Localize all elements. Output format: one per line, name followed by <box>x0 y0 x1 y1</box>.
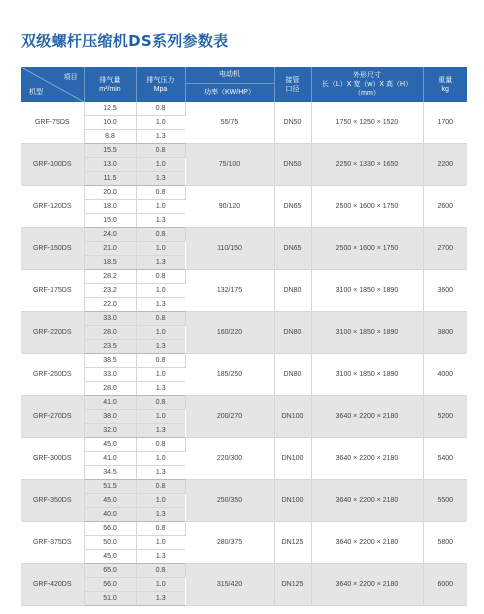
dimensions-cell: 3640 × 2200 × 2180 <box>311 396 423 438</box>
flow-cell: 45.0 <box>84 550 136 564</box>
weight-cell: 3800 <box>423 312 467 354</box>
table-row <box>21 396 467 410</box>
flow-cell: 32.0 <box>84 424 136 438</box>
pressure-cell: 1.3 <box>136 550 185 564</box>
pipe-cell: DN65 <box>274 186 311 228</box>
flow-cell: 12.5 <box>84 102 136 116</box>
header-model-label: 机型 <box>29 89 43 96</box>
pressure-cell: 1.3 <box>136 508 185 522</box>
pressure-cell: 0.8 <box>136 354 185 368</box>
header-pressure-label: 排气压力 <box>146 76 175 84</box>
power-cell: 90/120 <box>185 186 274 228</box>
pipe-cell: DN100 <box>274 396 311 438</box>
model-cell: GRF-250DS <box>21 354 84 396</box>
pressure-cell: 1.3 <box>136 424 185 438</box>
flow-cell: 15.0 <box>84 214 136 228</box>
model-cell: GRF-375DS <box>21 522 84 564</box>
flow-cell: 23.2 <box>84 284 136 298</box>
flow-cell: 41.0 <box>84 452 136 466</box>
power-cell: 185/250 <box>185 354 274 396</box>
dimensions-cell: 3100 × 1850 × 1890 <box>311 312 423 354</box>
header-pipe-label-2: 口径 <box>285 85 300 93</box>
model-cell: GRF-175DS <box>21 270 84 312</box>
dimensions-cell: 3640 × 2200 × 2180 <box>311 522 423 564</box>
pressure-cell: 1.3 <box>136 256 185 270</box>
flow-cell: 13.0 <box>84 158 136 172</box>
header-pressure <box>136 67 185 102</box>
flow-cell: 21.0 <box>84 242 136 256</box>
flow-cell: 38.0 <box>84 410 136 424</box>
header-motor-label: 电动机 <box>186 67 274 84</box>
header-motor <box>185 67 274 102</box>
dimensions-cell: 3640 × 2200 × 2180 <box>311 438 423 480</box>
pressure-cell: 1.0 <box>136 200 185 214</box>
header-motor-power: 功率（KW/HP） <box>204 89 255 96</box>
weight-cell: 2700 <box>423 228 467 270</box>
flow-cell: 22.0 <box>84 298 136 312</box>
pipe-cell: DN100 <box>274 438 311 480</box>
spec-table <box>21 67 467 606</box>
flow-cell: 33.0 <box>84 312 136 326</box>
dimensions-cell: 3640 × 2200 × 2180 <box>311 480 423 522</box>
header-pipe-label: 接管 <box>285 76 300 84</box>
flow-cell: 18.0 <box>84 200 136 214</box>
flow-cell: 51.0 <box>84 592 136 606</box>
pressure-cell: 1.3 <box>136 382 185 396</box>
weight-cell: 6000 <box>423 564 467 606</box>
weight-cell: 3600 <box>423 270 467 312</box>
pipe-cell: DN50 <box>274 144 311 186</box>
flow-cell: 56.0 <box>84 578 136 592</box>
pressure-cell: 1.0 <box>136 116 185 130</box>
pressure-cell: 0.8 <box>136 564 185 578</box>
dimensions-cell: 3100 × 1850 × 1890 <box>311 270 423 312</box>
table-row <box>21 312 467 326</box>
pressure-cell: 0.8 <box>136 522 185 536</box>
table-row <box>21 144 467 158</box>
table-row <box>21 564 467 578</box>
flow-cell: 65.0 <box>84 564 136 578</box>
header-flow-label: 排气量 <box>99 76 121 84</box>
pipe-cell: DN80 <box>274 312 311 354</box>
power-cell: 110/150 <box>185 228 274 270</box>
flow-cell: 45.0 <box>84 438 136 452</box>
flow-cell: 24.0 <box>84 228 136 242</box>
flow-cell: 20.0 <box>84 186 136 200</box>
pressure-cell: 1.0 <box>136 494 185 508</box>
header-dimensions <box>311 67 423 102</box>
flow-cell: 23.5 <box>84 340 136 354</box>
pressure-cell: 1.3 <box>136 298 185 312</box>
pressure-cell: 1.3 <box>136 466 185 480</box>
weight-cell: 5200 <box>423 396 467 438</box>
header-flow-unit: m³/min <box>99 85 121 93</box>
pressure-cell: 1.3 <box>136 592 185 606</box>
model-cell: GRF-120DS <box>21 186 84 228</box>
dimensions-cell: 3100 × 1850 × 1890 <box>311 354 423 396</box>
header-dimensions-label: 外形尺寸 <box>353 72 381 79</box>
pressure-cell: 0.8 <box>136 144 185 158</box>
header-corner-cell <box>21 67 84 102</box>
pressure-cell: 1.0 <box>136 242 185 256</box>
flow-cell: 41.0 <box>84 396 136 410</box>
flow-cell: 50.0 <box>84 536 136 550</box>
table-row <box>21 186 467 200</box>
dimensions-cell: 2500 × 1600 × 1750 <box>311 186 423 228</box>
header-dimensions-axes: 长（L）X 宽（w）X 高（H） <box>321 81 413 88</box>
power-cell: 160/220 <box>185 312 274 354</box>
flow-cell: 45.0 <box>84 494 136 508</box>
header-weight <box>423 67 467 102</box>
model-cell: GRF-100DS <box>21 144 84 186</box>
flow-cell: 33.0 <box>84 368 136 382</box>
table-row <box>21 228 467 242</box>
pipe-cell: DN80 <box>274 354 311 396</box>
weight-cell: 2600 <box>423 186 467 228</box>
pipe-cell: DN125 <box>274 522 311 564</box>
table-row <box>21 270 467 284</box>
model-cell: GRF-150DS <box>21 228 84 270</box>
header-weight-label: 重量 <box>438 76 453 84</box>
pressure-cell: 0.8 <box>136 396 185 410</box>
pressure-cell: 1.3 <box>136 130 185 144</box>
pressure-cell: 1.0 <box>136 368 185 382</box>
dimensions-cell: 1750 × 1250 × 1520 <box>311 102 423 144</box>
flow-cell: 56.0 <box>84 522 136 536</box>
header-item-label: 项目 <box>63 74 78 81</box>
flow-cell: 28.0 <box>84 382 136 396</box>
flow-cell: 40.0 <box>84 508 136 522</box>
page-title: 双级螺杆压缩机DS系列参数表 <box>21 32 229 50</box>
model-cell: GRF-220DS <box>21 312 84 354</box>
dimensions-cell: 2250 × 1330 × 1650 <box>311 144 423 186</box>
pressure-cell: 0.8 <box>136 438 185 452</box>
power-cell: 280/375 <box>185 522 274 564</box>
pipe-cell: DN80 <box>274 270 311 312</box>
flow-cell: 8.8 <box>84 130 136 144</box>
table-row <box>21 522 467 536</box>
flow-cell: 28.0 <box>84 326 136 340</box>
dimensions-cell: 3640 × 2200 × 2180 <box>311 564 423 606</box>
pipe-cell: DN100 <box>274 480 311 522</box>
pressure-cell: 0.8 <box>136 312 185 326</box>
pressure-cell: 1.0 <box>136 284 185 298</box>
weight-cell: 5400 <box>423 438 467 480</box>
model-cell: GRF-75DS <box>21 102 84 144</box>
model-cell: GRF-300DS <box>21 438 84 480</box>
pressure-cell: 1.0 <box>136 326 185 340</box>
pressure-cell: 1.0 <box>136 158 185 172</box>
table-row <box>21 354 467 368</box>
table-row <box>21 102 467 116</box>
header-dimensions-unit: （mm） <box>354 90 380 97</box>
pressure-cell: 1.0 <box>136 452 185 466</box>
flow-cell: 34.5 <box>84 466 136 480</box>
model-cell: GRF-270DS <box>21 396 84 438</box>
power-cell: 250/350 <box>185 480 274 522</box>
pressure-cell: 1.0 <box>136 410 185 424</box>
pressure-cell: 0.8 <box>136 102 185 116</box>
pressure-cell: 0.8 <box>136 228 185 242</box>
pressure-cell: 1.3 <box>136 214 185 228</box>
power-cell: 55/75 <box>185 102 274 144</box>
pressure-cell: 1.3 <box>136 172 185 186</box>
flow-cell: 38.5 <box>84 354 136 368</box>
weight-cell: 2200 <box>423 144 467 186</box>
flow-cell: 51.5 <box>84 480 136 494</box>
flow-cell: 10.0 <box>84 116 136 130</box>
header-weight-unit: kg <box>441 85 449 93</box>
flow-cell: 11.5 <box>84 172 136 186</box>
spec-table-body <box>21 102 467 606</box>
pressure-cell: 0.8 <box>136 186 185 200</box>
header-pressure-unit: Mpa <box>153 85 168 93</box>
pressure-cell: 1.0 <box>136 578 185 592</box>
flow-cell: 28.2 <box>84 270 136 284</box>
weight-cell: 5500 <box>423 480 467 522</box>
power-cell: 220/300 <box>185 438 274 480</box>
pressure-cell: 1.3 <box>136 340 185 354</box>
header-pipe <box>274 67 311 102</box>
pipe-cell: DN50 <box>274 102 311 144</box>
model-cell: GRF-420DS <box>21 564 84 606</box>
pipe-cell: DN125 <box>274 564 311 606</box>
power-cell: 200/270 <box>185 396 274 438</box>
table-row <box>21 438 467 452</box>
flow-cell: 18.5 <box>84 256 136 270</box>
pressure-cell: 1.0 <box>136 536 185 550</box>
table-row <box>21 480 467 494</box>
power-cell: 75/100 <box>185 144 274 186</box>
pressure-cell: 0.8 <box>136 480 185 494</box>
weight-cell: 1700 <box>423 102 467 144</box>
flow-cell: 15.5 <box>84 144 136 158</box>
model-cell: GRF-350DS <box>21 480 84 522</box>
power-cell: 132/175 <box>185 270 274 312</box>
weight-cell: 4000 <box>423 354 467 396</box>
power-cell: 315/420 <box>185 564 274 606</box>
table-header-row <box>21 67 467 102</box>
dimensions-cell: 2500 × 1600 × 1750 <box>311 228 423 270</box>
pressure-cell: 0.8 <box>136 270 185 284</box>
header-flow <box>84 67 136 102</box>
pipe-cell: DN65 <box>274 228 311 270</box>
weight-cell: 5800 <box>423 522 467 564</box>
